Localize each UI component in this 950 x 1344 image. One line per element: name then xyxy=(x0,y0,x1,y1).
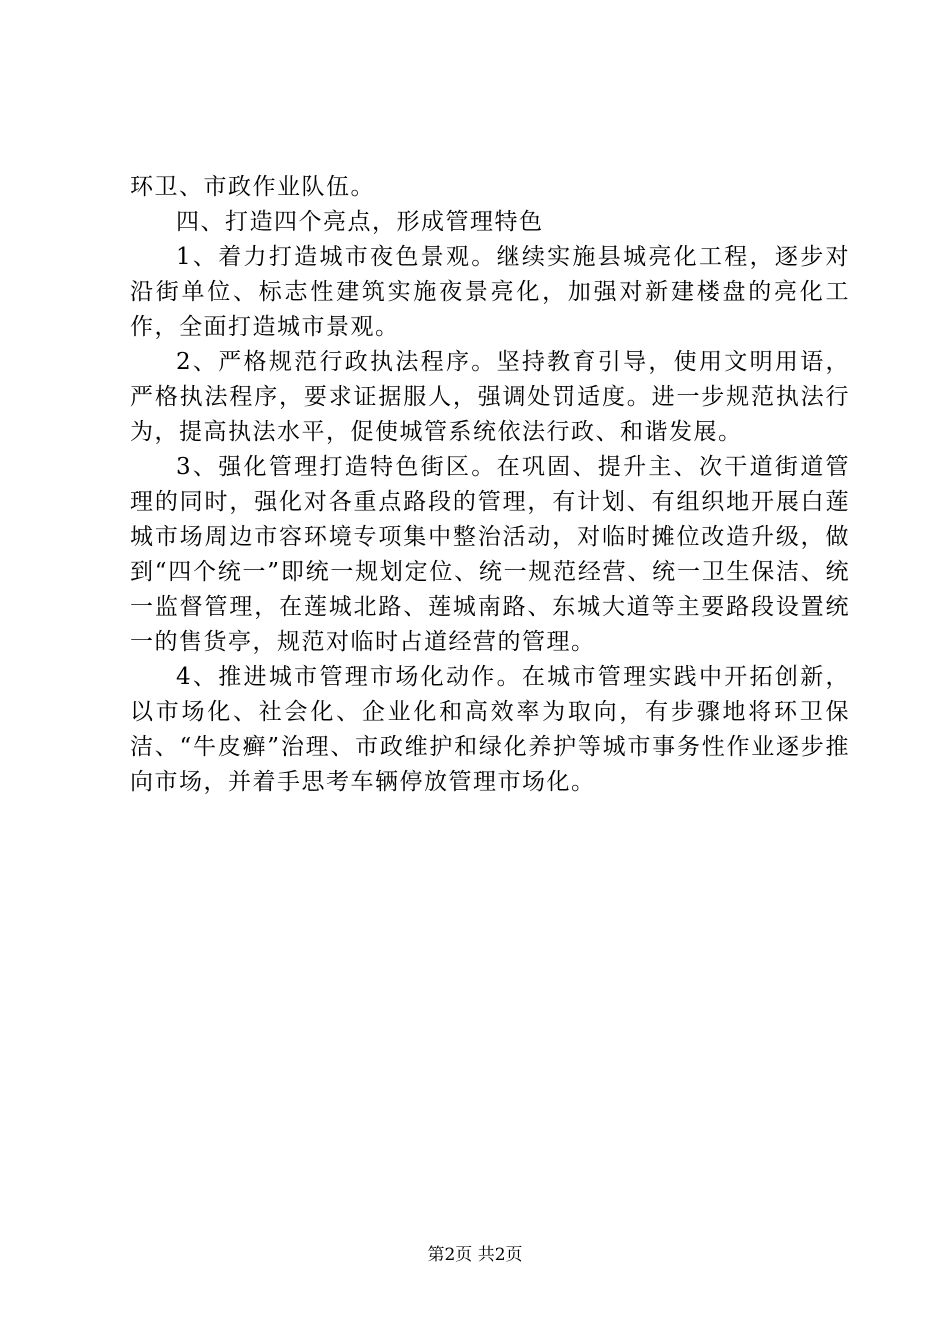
paragraph-item-2: 2、严格规范行政执法程序。坚持教育引导，使用文明用语，严格执法程序，要求证据服人，强调处罚适度。进一步规范执法行为，提高执法水平，促使城管系统依法行政、和谐发展。 xyxy=(130,349,850,445)
page-footer xyxy=(0,1244,950,1266)
document-body xyxy=(130,170,850,800)
page-number: 第2页 共2页 xyxy=(427,1245,523,1265)
paragraph-item-1: 1、着力打造城市夜色景观。继续实施县城亮化工程，逐步对沿街单位、标志性建筑实施夜景亮化，加强对新建楼盘的亮化工作，全面打造城市景观。 xyxy=(130,244,850,340)
paragraph-item-4: 4、推进城市管理市场化动作。在城市管理实践中开拓创新，以市场化、社会化、企业化和高效率为取向，有步骤地将环卫保洁、“牛皮癣”治理、市政维护和绿化养护等城市事务性作业逐步推向市场，并着手思考车辆停放管理市场化。 xyxy=(130,664,850,795)
paragraph-item-3: 3、强化管理打造特色街区。在巩固、提升主、次干道街道管理的同时，强化对各重点路段的管理，有计划、有组织地开展白莲城市场周边市容环境专项集中整治活动，对临时摊位改造升级，做到“四个统一”即统一规划定位、统一规范经营、统一卫生保洁、统一监督管理，在莲城北路、莲城南路、东城大道等主要路段设置统一的售货亭，规范对临时占道经营的管理。 xyxy=(130,454,850,655)
section-heading: 四、打造四个亮点，形成管理特色 xyxy=(176,209,544,235)
paragraph-continuation: 环卫、市政作业队伍。 xyxy=(130,174,375,200)
